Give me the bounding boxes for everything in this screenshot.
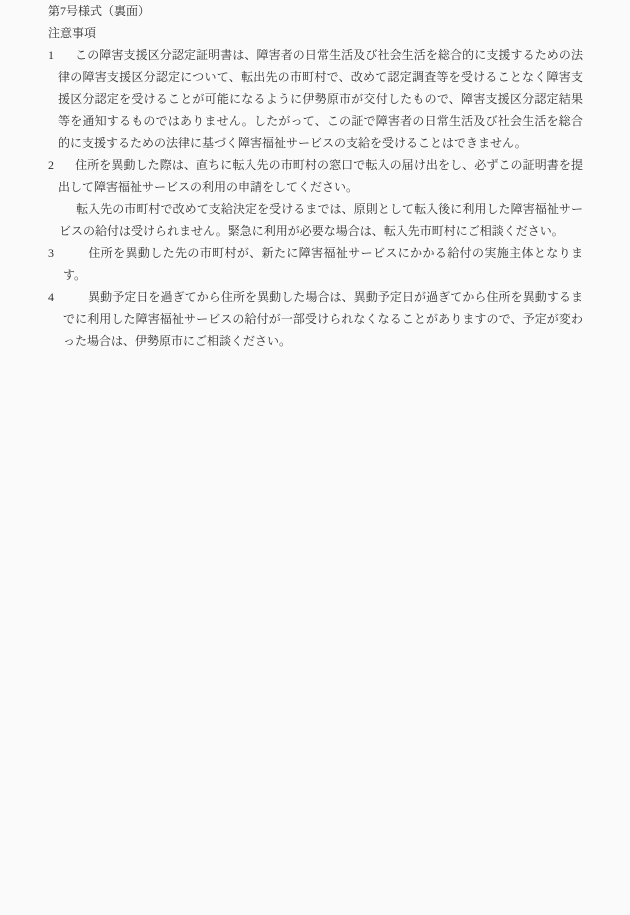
note-text-2: 住所を異動した際は、直ちに転入先の市町村の窓口で転入の届け出をし、必ずこの証明書を提出して障害福祉サービスの利用の申請をしてください。 — [58, 158, 583, 194]
note-number-2: 2 — [48, 158, 54, 172]
note-item-2 — [48, 154, 583, 242]
note-subtext-2: 転入先の市町村で改めて支給決定を受けるまでは、原則として転入後に利用した障害福祉サービスの給付は受けられません。緊急に利用が必要な場合は、転入先市町村にご相談ください。 — [59, 202, 583, 238]
note-text-1: この障害支援区分認定証明書は、障害者の日常生活及び社会生活を総合的に支援するための法律の障害支援区分認定について、転出先の市町村で、改めて認定調査等を受けることなく障害支援区分認定を受けることが可能になるように伊勢原市が交付したもので、障害支援区分認定結果等を通知するものではありません。したがって、この証で障害者の日常生活及び社会生活を総合的に支援するための法律に基づく障害福祉サービスの支給を受けることはできません。 — [58, 48, 583, 150]
note-item-1 — [48, 44, 583, 154]
notice-heading: 注意事項 — [48, 26, 97, 40]
note-item-3 — [48, 242, 583, 286]
note-number-3: 3 — [48, 246, 54, 260]
note-text-4: 異動予定日を過ぎてから住所を異動した場合は、異動予定日が過ぎてから住所を異動するまでに利用した障害福祉サービスの給付が一部受けられなくなることがありますので、予定が変わった場合は、伊勢原市にご相談ください。 — [63, 290, 583, 348]
note-number-4: 4 — [48, 290, 54, 304]
note-number-1: 1 — [48, 48, 54, 62]
note-item-4 — [48, 286, 583, 352]
note-main-2 — [48, 154, 583, 198]
form-label: 第7号様式（裏面） — [48, 4, 151, 18]
note-text-3: 住所を異動した先の市町村が、新たに障害福祉サービスにかかる給付の実施主体となります。 — [63, 246, 583, 282]
